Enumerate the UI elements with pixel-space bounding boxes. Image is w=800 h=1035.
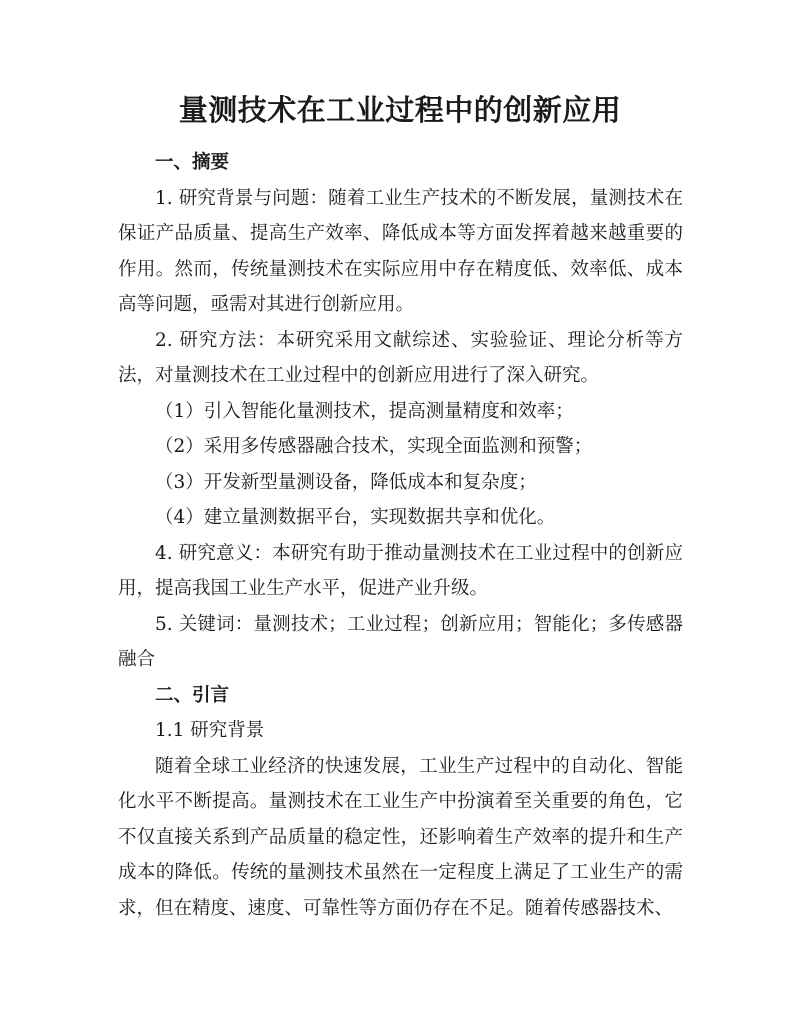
abstract-paragraph-keywords: 5. 关键词：量测技术；工业过程；创新应用；智能化；多传感器融合 — [118, 613, 683, 670]
method-item-3: （3）开发新型量测设备，降低成本和复杂度； — [155, 471, 537, 493]
method-item-2: （2）采用多传感器融合技术，实现全面监测和预警； — [155, 436, 593, 457]
abstract-heading: 一、摘要 — [155, 152, 230, 173]
document-title: 量测技术在工业过程中的创新应用 — [178, 93, 622, 127]
abstract-paragraph-method: 2. 研究方法：本研究采用文献综述、实验验证、理论分析等方法，对量测技术在工业过程中的创新应用进行了深入研究。 — [118, 329, 683, 386]
method-item-4: （4）建立量测数据平台，实现数据共享和优化。 — [155, 507, 556, 528]
document-body — [118, 145, 683, 926]
method-item-1: （1）引入智能化量测技术，提高测量精度和效率； — [155, 400, 574, 422]
intro-paragraph-background: 随着全球工业经济的快速发展，工业生产过程中的自动化、智能化水平不断提高。量测技术在工业生产中扮演着至关重要的角色，它不仅直接关系到产品质量的稳定性，还影响着生产效率的提升和生产成本的降低。传统的量测技术虽然在一定程度上满足了工业生产的需求，但在精度、速度、可靠性等方面仍存在不足。随着传感器技术、 — [118, 755, 683, 919]
abstract-paragraph-background: 1. 研究背景与问题：随着工业生产技术的不断发展，量测技术在保证产品质量、提高生产效率、降低成本等方面发挥着越来越重要的作用。然而，传统量测技术在实际应用中存在精度低、效率低、成本高等问题，亟需对其进行创新应用。 — [118, 187, 683, 315]
abstract-paragraph-significance: 4. 研究意义：本研究有助于推动量测技术在工业过程中的创新应用，提高我国工业生产水平，促进产业升级。 — [118, 542, 683, 599]
intro-subheading: 1.1 研究背景 — [155, 720, 265, 741]
intro-heading: 二、引言 — [155, 684, 230, 706]
